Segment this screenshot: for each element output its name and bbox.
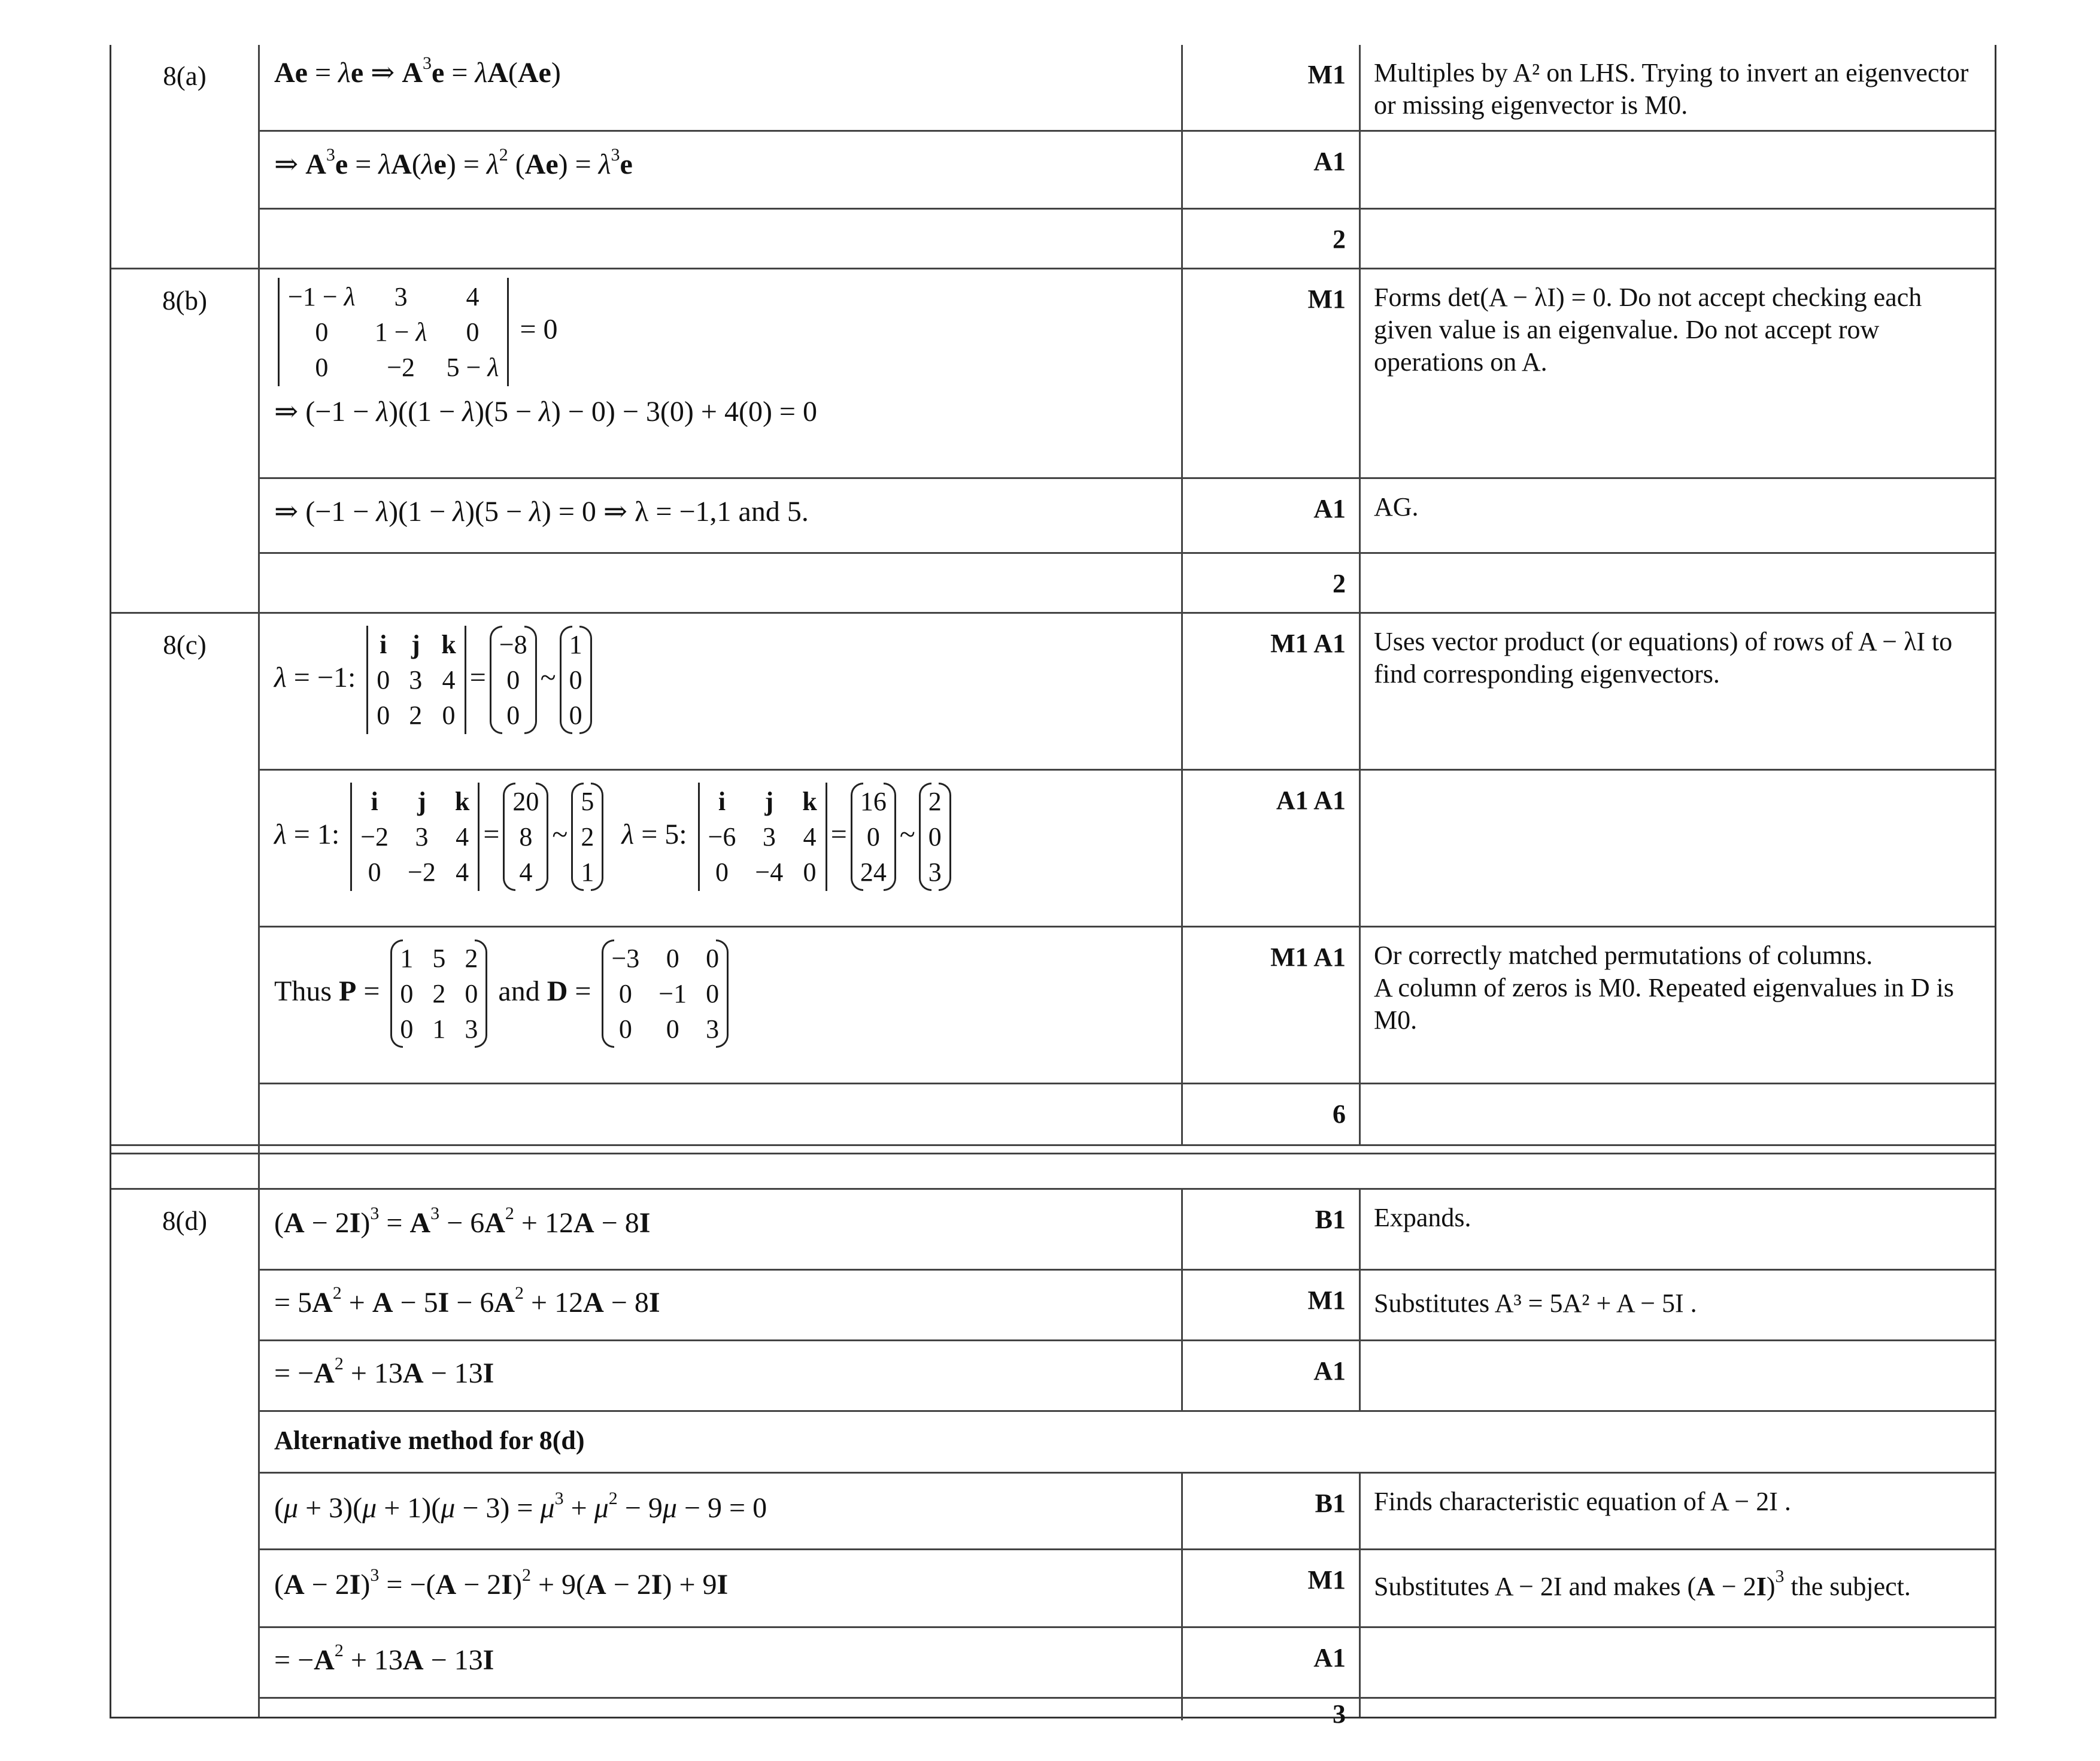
mark-cell: M1 A1 (1183, 928, 1361, 1083)
comment-line: A column of zeros is M0. Repeated eigenvalues in D is M0. (1374, 973, 1955, 1035)
comment-cell (1361, 1341, 1995, 1410)
eigenvector-minus-one: λ = −1: i j k 0 3 4 0 2 0 = −8 0 0 ~ 1 0 0 (274, 662, 596, 693)
working-math: = $5A^2 + A - 5I - 6A^2 + 12A - 8I$ (274, 1283, 660, 1319)
mark-cell: B1 (1183, 1190, 1361, 1269)
question-label: 8(b) (111, 269, 260, 612)
table-row (260, 554, 1995, 612)
total-mark: 2 (1183, 554, 1361, 612)
mark-cell: B1 (1183, 1474, 1361, 1548)
total-mark: 6 (1183, 1084, 1361, 1144)
matrix-p: 1 5 2 0 2 0 0 1 3 (390, 939, 487, 1048)
mark-cell: A1 (1183, 1341, 1361, 1410)
comment-cell (1361, 1550, 1995, 1626)
vector: −8 0 0 (490, 626, 537, 734)
table-row (260, 1412, 1995, 1474)
comment-line: Or correctly matched permutations of columns. (1374, 941, 1873, 970)
table-row (260, 1190, 1995, 1271)
comment-math: $(A - 2I)^3$ (1687, 1566, 1785, 1601)
working-cell (260, 210, 1183, 268)
cross-product-determinant: i j k 0 3 4 0 2 0 (366, 626, 466, 734)
comment-cell (1361, 1699, 1995, 1723)
working-cell (260, 771, 1183, 926)
table-row (260, 1699, 1995, 1729)
comment-cell: Uses vector product (or equations) of rows of A − λI to find corresponding eigenvectors. (1374, 627, 1953, 689)
question-label: 8(d) (111, 1190, 260, 1717)
divider (111, 1153, 1995, 1154)
expansion-line: ⇒ (−1 − λ)((1 − λ)(5 − λ) − 0) − 3(0) + 4(0) = 0 (274, 396, 817, 428)
working-math: ⇒ $A^3e = \lambda A(\lambda e) = \lambda^2$ $(Ae) = \lambda^3e$ (274, 145, 633, 180)
working-cell (260, 1084, 1183, 1144)
table-row (260, 771, 1995, 928)
working-cell (260, 132, 1183, 208)
eigenvector: 1 0 0 (560, 626, 592, 734)
working-cell (260, 1699, 1183, 1720)
determinant: −1 − λ 3 4 0 1 − λ 0 0 −2 5 − λ (278, 278, 509, 386)
mark-cell: A1 (1183, 479, 1361, 552)
question-label: 8(a) (111, 45, 260, 268)
mark-cell: M1 (1183, 1271, 1361, 1339)
matrix-d: −3 0 0 0 −1 0 0 0 3 (602, 939, 729, 1048)
mark-cell: A1 (1183, 1628, 1361, 1697)
working-math: = $-A^2 + 13A - 13I$ (274, 1641, 494, 1676)
section-8a (111, 45, 1995, 269)
mark-scheme-table (110, 45, 1996, 1729)
eigenvalues: λ = −1,1 and 5. (635, 496, 809, 528)
thus-label: Thus (274, 975, 332, 1007)
table-row (260, 1550, 1995, 1628)
comment-text: Substitutes A − 2I and makes (1374, 1572, 1681, 1601)
cross-product-determinant: i j k −6 3 4 0 −4 0 (698, 783, 827, 891)
comment-cell: Expands. (1374, 1203, 1471, 1232)
working-math: $(A - 2I)^3 = A^3 - 6A^2 + 12A - 8I$ (274, 1204, 651, 1239)
mark-cell: M1 A1 (1183, 614, 1361, 769)
working-cell (260, 1474, 1183, 1548)
table-row (260, 1341, 1995, 1412)
mark-cell: M1 (1183, 1550, 1361, 1626)
section-8c (111, 614, 1995, 1190)
table-row (260, 1474, 1995, 1550)
comment-cell: Forms det(A − λI) = 0. Do not accept checking each given value is an eigenvalue. Do not accept row operations on A. (1374, 283, 1922, 377)
working-cell (260, 928, 1183, 1083)
working-cell (260, 479, 1183, 552)
mark-cell: A1 (1183, 132, 1361, 208)
comment-cell (1361, 1628, 1995, 1697)
comment-cell (1361, 1084, 1995, 1144)
table-row (260, 479, 1995, 554)
comment-cell (1361, 771, 1995, 926)
total-mark: 3 (1183, 1699, 1361, 1717)
comment-cell (1361, 554, 1995, 612)
table-row (260, 132, 1995, 210)
working-cell (260, 614, 1183, 769)
working-math: $(\mu + 3)(\mu + 1)(\mu - 3) = \mu^3 + \mu^2 - 9\mu - 9 = 0$ (274, 1489, 767, 1524)
eigenvector: 5 2 1 (571, 783, 603, 891)
comment-cell: Substitutes A³ = 5A² + A − 5I . (1374, 1289, 1697, 1318)
working-cell (260, 1271, 1183, 1339)
working-cell (260, 1341, 1183, 1410)
eigenvector: 2 0 3 (919, 783, 951, 891)
table-row (260, 210, 1995, 268)
matrices-p-d: Thus P = 1 5 2 0 2 0 0 1 3 and D = −3 0 0 0 −1 0 0 0 3 (274, 975, 732, 1007)
table-row (260, 269, 1995, 479)
table-row (260, 1084, 1995, 1144)
mark-cell: M1 (1183, 45, 1361, 130)
working-math: Ae = λe ⇒ $A^3e = \lambda A(Ae)$ (274, 53, 561, 89)
vector: 20 8 4 (503, 783, 548, 891)
table-row (260, 614, 1995, 771)
working-math: = $-A^2 + 13A - 13I$ (274, 1354, 494, 1389)
comment-cell: AG. (1374, 492, 1419, 522)
divider (111, 1144, 1995, 1146)
working-cell (260, 1628, 1183, 1697)
alternative-method-heading: Alternative method for 8(d) (274, 1426, 585, 1455)
working-math: ⇒ (−1 − λ)(1 − λ)(5 − λ) = 0 ⇒ λ = −1,1 and 5. (274, 496, 809, 528)
determinant-equation: −1 − λ 3 4 0 1 − λ 0 0 −2 5 − λ = 0 (274, 278, 1167, 386)
comment-cell: Multiples by A² on LHS. Trying to invert an eigenvector or missing eigenvector is M0. (1374, 58, 1969, 120)
comment-cell (1361, 132, 1995, 208)
total-mark: 2 (1183, 210, 1361, 268)
working-cell (260, 554, 1183, 612)
working-cell (260, 45, 1183, 130)
table-row (260, 45, 1995, 132)
comment-text: the subject. (1791, 1572, 1911, 1601)
section-8b (111, 269, 1995, 614)
table-row (260, 928, 1995, 1084)
cross-product-determinant: i j k −2 3 4 0 −2 4 (350, 783, 480, 891)
question-label: 8(c) (111, 614, 260, 1188)
working-math: $(A - 2I)^3 = -(A - 2I)^2 + 9(A - 2I) + 9I$ (274, 1565, 729, 1601)
eigenvectors-one-five: λ = 1: i j k −2 3 4 0 −2 4 = 20 8 4 ~ 5 2 1 λ = 5: i j k −6 3 4 0 −4 0 = 16 0 24 ~ 2 0 3 (274, 819, 955, 850)
vector: 16 0 24 (851, 783, 896, 891)
mark-cell: M1 (1183, 269, 1361, 477)
working-cell (260, 269, 1183, 477)
comment-cell (1361, 928, 1995, 1083)
mark-cell: A1 A1 (1183, 771, 1361, 926)
working-cell (260, 1190, 1183, 1269)
working-cell (260, 1550, 1183, 1626)
and-label: and (498, 975, 540, 1007)
table-row (260, 1628, 1995, 1699)
comment-cell: Finds characteristic equation of A − 2I . (1374, 1487, 1791, 1516)
table-row (260, 1271, 1995, 1341)
comment-cell (1361, 210, 1995, 268)
section-8d (111, 1190, 1995, 1729)
